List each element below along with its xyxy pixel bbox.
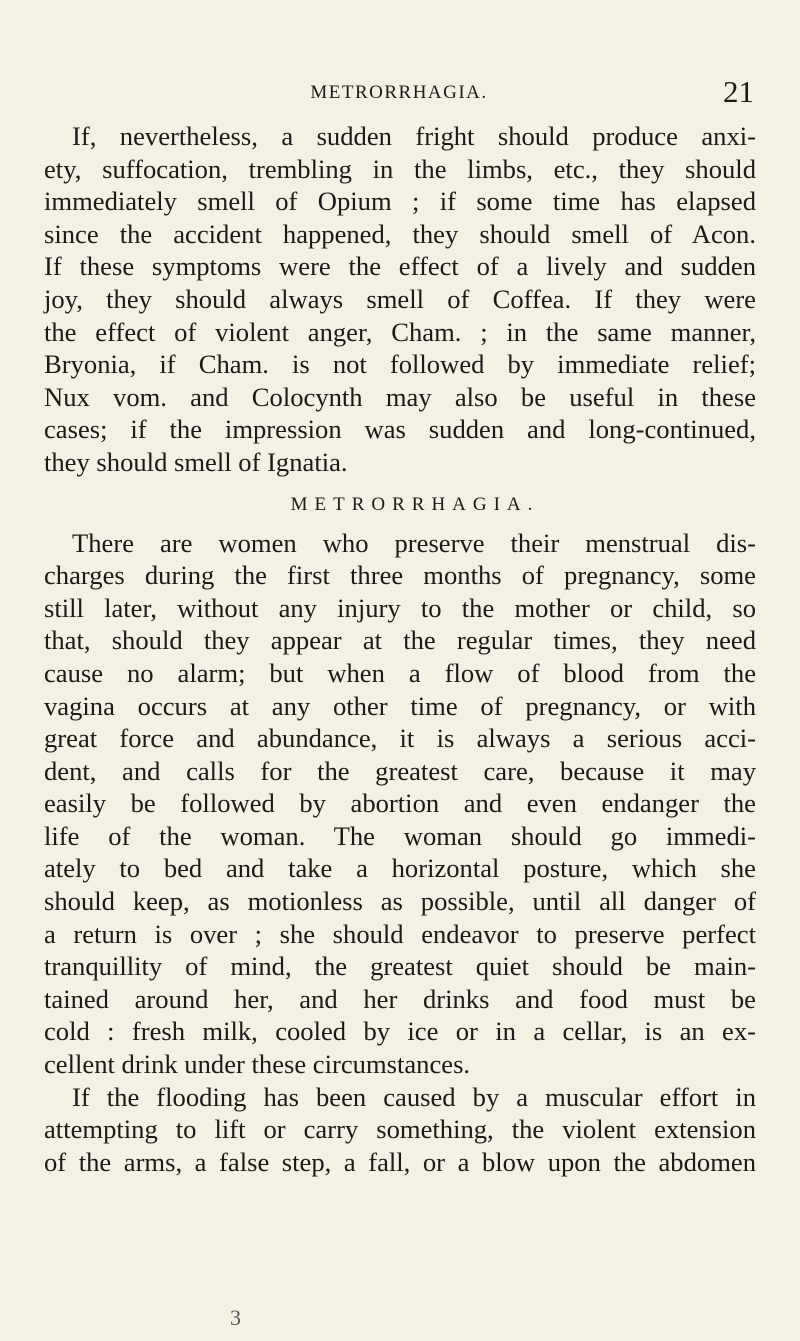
text-line: should keep, as motionless as possible, until all danger of [44, 886, 756, 917]
text-line: If the flooding has been caused by a muscular effort in [72, 1081, 756, 1112]
section-heading: METRORRHAGIA. [290, 493, 540, 515]
text-line: still later, without any injury to the mother or child, so [44, 592, 756, 623]
running-head [44, 76, 754, 110]
body-text [44, 120, 756, 1178]
text-line: cause no alarm; but when a flow of blood from the [44, 657, 756, 688]
text-line: immediately smell of Opium ; if some time has elapsed [44, 186, 756, 217]
paragraph-flooding-causes [44, 1081, 756, 1179]
text-line: Nux vom. and Colocynth may also be useful in these [44, 381, 756, 412]
text-line: If these symptoms were the effect of a lively and sudden [44, 251, 756, 282]
text-line: cellent drink under these circumstances. [44, 1049, 471, 1080]
text-line: tranquillity of mind, the greatest quiet should be main- [44, 951, 756, 982]
text-line: since the accident happened, they should smell of Acon. [44, 218, 756, 249]
text-line: life of the woman. The woman should go immedi- [44, 820, 756, 851]
text-line: attempting to lift or carry something, the violent extension [44, 1114, 756, 1145]
text-line: There are women who preserve their menstrual dis- [72, 527, 756, 558]
text-line: of the arms, a false step, a fall, or a blow upon the abdomen [44, 1146, 756, 1177]
text-line: joy, they should always smell of Coffea. If they were [44, 283, 756, 314]
page-number: 21 [723, 74, 754, 109]
paragraph-metrorrhagia [44, 527, 756, 1081]
text-line: If, nevertheless, a sudden fright should produce anxi- [72, 121, 756, 151]
text-line: great force and abundance, it is always a serious acci- [44, 723, 756, 754]
paragraph-fright-remedies [44, 120, 756, 479]
text-line: cold : fresh milk, cooled by ice or in a cellar, is an ex- [44, 1016, 756, 1047]
running-title: METRORRHAGIA. [310, 82, 488, 103]
text-line: a return is over ; she should endeavor to preserve perfect [44, 918, 756, 949]
signature-mark: 3 [230, 1305, 241, 1330]
text-line: the effect of violent anger, Cham. ; in the same manner, [44, 316, 756, 347]
text-line: cases; if the impression was sudden and long-continued, [44, 414, 756, 445]
text-line: Bryonia, if Cham. is not followed by immediate relief; [44, 349, 756, 380]
text-line: vagina occurs at any other time of pregnancy, or with [44, 690, 756, 721]
text-line: easily be followed by abortion and even endanger the [44, 788, 756, 819]
text-line: tained around her, and her drinks and food must be [44, 983, 756, 1014]
text-line: charges during the first three months of pregnancy, some [44, 560, 756, 591]
text-line: ety, suffocation, trembling in the limbs, etc., they should [44, 153, 756, 184]
text-line: they should smell of Ignatia. [44, 446, 348, 477]
text-line: that, should they appear at the regular times, they need [44, 625, 756, 656]
text-line: dent, and calls for the greatest care, because it may [44, 755, 756, 786]
text-line: ately to bed and take a horizontal posture, which she [44, 853, 756, 884]
